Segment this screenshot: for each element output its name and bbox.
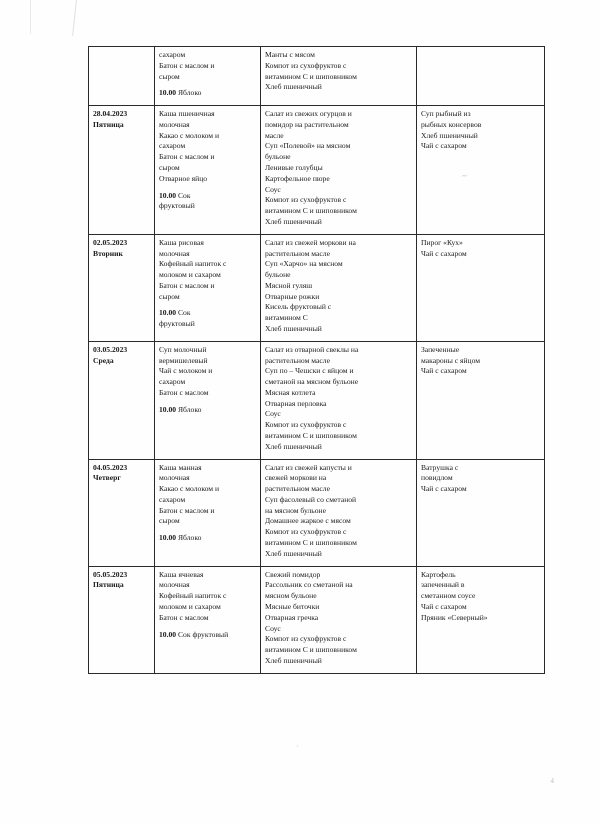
cell-lunch xyxy=(261,47,417,106)
menu-line: Хлеб пшеничный xyxy=(421,130,478,140)
table-row xyxy=(89,341,545,459)
table-row xyxy=(89,459,545,566)
menu-line: молочная xyxy=(159,473,190,483)
menu-line: растительном масле xyxy=(265,484,330,494)
menu-line: сахаром xyxy=(159,494,186,504)
cell-snack xyxy=(417,341,545,459)
menu-line: рыбных консервов xyxy=(421,119,482,129)
menu-line: свежей моркови на xyxy=(265,473,327,483)
cell-lunch xyxy=(261,341,417,459)
date-value: 02.05.2023 xyxy=(93,237,128,247)
weekday-value: Среда xyxy=(93,355,114,365)
table-row xyxy=(89,234,545,341)
menu-line: Чай с сахаром xyxy=(421,141,467,151)
menu-line: сыром xyxy=(159,291,180,301)
cell-breakfast xyxy=(155,234,261,341)
menu-line: Салат из свежей моркови на xyxy=(265,237,356,247)
menu-table xyxy=(88,46,545,674)
menu-line: сметанном соусе xyxy=(421,591,476,601)
menu-line: Салат из отварной свеклы на xyxy=(265,344,359,354)
menu-line: Картофель xyxy=(421,569,456,579)
snack-time: 10.00 xyxy=(159,308,177,318)
menu-line: мясном бульоне xyxy=(265,591,317,601)
menu-line: Пирог «Кух» xyxy=(421,237,463,247)
weekday-value: Пятница xyxy=(93,580,124,590)
cell-breakfast xyxy=(155,566,261,673)
ink-smudge-artifact: · xyxy=(296,742,299,751)
menu-line: Запеченные xyxy=(421,344,460,354)
date-value: 03.05.2023 xyxy=(93,344,128,354)
menu-line: бульоне xyxy=(265,152,291,162)
menu-line: Кисель фруктовый с xyxy=(265,302,332,312)
menu-line: Компот из сухофруктов с xyxy=(265,195,347,205)
menu-line: 10.00 Яблоко xyxy=(159,533,202,543)
cell-lunch xyxy=(261,106,417,235)
menu-line: сыром xyxy=(159,163,180,173)
menu-line: запеченный в xyxy=(421,580,465,590)
menu-line: сметаной на мясном бульоне xyxy=(265,377,359,387)
date-value: 04.05.2023 xyxy=(93,462,128,472)
menu-line: Домашнее жаркое с мясом xyxy=(265,516,351,526)
cell-snack xyxy=(417,106,545,235)
menu-line: Мясные биточки xyxy=(265,601,320,611)
cell-date xyxy=(89,47,155,106)
menu-line: повидлом xyxy=(421,473,453,483)
menu-line: Манты с мясом xyxy=(265,50,315,59)
menu-line: Компот из сухофруктов с xyxy=(265,420,347,430)
menu-line: Батон с маслом xyxy=(159,387,209,397)
snack-time: 10.00 xyxy=(159,533,177,543)
menu-line: Кофейный напиток с xyxy=(159,591,227,601)
menu-line: молочная xyxy=(159,119,190,129)
menu-line: Компот из сухофруктов с xyxy=(265,634,347,644)
cell-breakfast xyxy=(155,459,261,566)
menu-line: Пряник «Северный» xyxy=(421,612,488,622)
menu-line: фруктовый xyxy=(159,319,195,329)
menu-line: Батон с маслом и xyxy=(159,60,215,70)
menu-line: Картофельное пюре xyxy=(265,173,330,183)
menu-line: Хлеб пшеничный xyxy=(265,655,322,665)
page-number: 4 xyxy=(550,777,554,785)
snack-time: 10.00 xyxy=(159,629,177,639)
menu-line: Каша рисовая xyxy=(159,237,204,247)
menu-line: Чай с сахаром xyxy=(421,601,467,611)
cell-lunch xyxy=(261,234,417,341)
menu-line: Салат из свежей капусты и xyxy=(265,462,352,472)
cell-date xyxy=(89,459,155,566)
menu-line: витамином С и шиповником xyxy=(265,71,357,81)
menu-line: молоком и сахаром xyxy=(159,270,221,280)
menu-line: сахаром xyxy=(159,141,186,151)
menu-line: растительном масле xyxy=(265,355,330,365)
menu-table-container xyxy=(88,46,544,674)
menu-line: витамином С xyxy=(265,313,308,323)
menu-line: витамином С и шиповником xyxy=(265,645,357,655)
menu-line: Какао с молоком и xyxy=(159,484,220,494)
menu-line: 10.00 Сок фруктовый xyxy=(159,629,229,639)
table-row xyxy=(89,47,545,106)
menu-line: Суп «Полевой» на мясном xyxy=(265,141,351,151)
menu-line: молочная xyxy=(159,580,190,590)
menu-line: Компот из сухофруктов с xyxy=(265,527,347,537)
menu-line: Соус xyxy=(265,184,281,194)
menu-line: Мясной гуляш xyxy=(265,280,313,290)
cell-breakfast xyxy=(155,47,261,106)
menu-line: вермишелевый xyxy=(159,355,208,365)
date-value: 28.04.2023 xyxy=(93,109,128,119)
cell-snack xyxy=(417,234,545,341)
menu-line: 10.00 Яблоко xyxy=(159,404,202,414)
menu-line: 10.00 Яблоко xyxy=(159,88,202,98)
table-row xyxy=(89,106,545,235)
scan-fold-artifact xyxy=(24,0,77,36)
menu-line: витамином С и шиповником xyxy=(265,431,357,440)
menu-line: бульоне xyxy=(265,270,291,280)
menu-line: Салат из свежих огурцов и xyxy=(265,109,352,119)
cell-breakfast xyxy=(155,341,261,459)
cell-snack xyxy=(417,459,545,566)
menu-line: Соус xyxy=(265,409,281,419)
snack-time: 10.00 xyxy=(159,88,177,98)
weekday-value: Вторник xyxy=(93,248,123,258)
menu-line: макароны с яйцом xyxy=(421,355,481,365)
menu-line: Батон с маслом и xyxy=(159,505,215,515)
ink-squiggle-artifact: ~ xyxy=(461,170,468,181)
menu-line: помидор на растительном xyxy=(265,119,349,129)
menu-line: витамином С и шиповником xyxy=(265,206,357,216)
menu-line: масле xyxy=(265,130,284,140)
menu-line: на мясном бульоне xyxy=(265,505,326,515)
menu-line: Суп «Харчо» на мясном xyxy=(265,259,343,269)
menu-line: Хлеб пшеничный xyxy=(265,82,322,92)
menu-line: Суп фасолевый со сметаной xyxy=(265,494,357,504)
menu-line: Отварные рожки xyxy=(265,291,320,301)
cell-snack xyxy=(417,566,545,673)
menu-line: Чай с молоком и xyxy=(159,366,213,376)
menu-line: Хлеб пшеничный xyxy=(265,216,322,226)
menu-line: Соус xyxy=(265,623,281,633)
menu-line: сахаром xyxy=(159,377,186,387)
menu-line: растительном масле xyxy=(265,248,330,258)
table-row xyxy=(89,566,545,673)
menu-line: Отварная перловка xyxy=(265,398,327,408)
menu-line: фруктовый xyxy=(159,201,195,211)
cell-snack xyxy=(417,47,545,106)
menu-line: Ватрушка с xyxy=(421,462,459,472)
cell-lunch xyxy=(261,566,417,673)
snack-time: 10.00 xyxy=(159,190,177,200)
menu-line: Ленивые голубцы xyxy=(265,163,323,173)
menu-line: Каша пшеничная xyxy=(159,109,215,119)
menu-line: Отварное яйцо xyxy=(159,173,208,183)
menu-line: Батон с маслом и xyxy=(159,280,215,290)
weekday-value: Четверг xyxy=(93,473,121,483)
menu-line: Компот из сухофруктов с xyxy=(265,60,347,70)
cell-lunch xyxy=(261,459,417,566)
menu-line: Мясная котлета xyxy=(265,387,316,397)
menu-line: 10.00 Сок xyxy=(159,190,191,200)
menu-line: витамином С и шиповником xyxy=(265,538,357,548)
cell-date xyxy=(89,106,155,235)
menu-line: Хлеб пшеничный xyxy=(265,323,322,333)
menu-line: Хлеб пшеничный xyxy=(265,548,322,558)
cell-date xyxy=(89,566,155,673)
menu-line: Чай с сахаром xyxy=(421,484,467,494)
menu-line: Рассольник со сметаной на xyxy=(265,580,353,590)
weekday-value: Пятница xyxy=(93,119,124,129)
menu-line: Хлеб пшеничный xyxy=(265,441,322,451)
menu-line: Суп по – Чешски с яйцом и xyxy=(265,366,354,376)
cell-date xyxy=(89,341,155,459)
menu-line: Суп молочный xyxy=(159,344,207,354)
menu-line: Батон с маслом и xyxy=(159,152,215,162)
cell-breakfast xyxy=(155,106,261,235)
menu-line: молочная xyxy=(159,248,190,258)
menu-line: Батон с маслом xyxy=(159,612,209,622)
menu-line: Чай с сахаром xyxy=(421,366,467,376)
menu-line: Каша манная xyxy=(159,462,202,472)
menu-line: сахаром xyxy=(159,50,186,59)
date-value: 05.05.2023 xyxy=(93,569,128,579)
menu-line: Каша ячневая xyxy=(159,569,204,579)
menu-line: 10.00 Сок xyxy=(159,308,191,318)
menu-line: Отварная гречка xyxy=(265,612,319,622)
menu-line: молоком и сахаром xyxy=(159,601,221,611)
menu-line: сыром xyxy=(159,516,180,526)
menu-line: сыром xyxy=(159,71,180,81)
menu-line: Кофейный напиток с xyxy=(159,259,227,269)
scan-fold-line-artifact xyxy=(30,0,31,34)
cell-date xyxy=(89,234,155,341)
menu-line: Чай с сахаром xyxy=(421,248,467,258)
menu-line: Свежий помидор xyxy=(265,569,321,579)
snack-time: 10.00 xyxy=(159,404,177,414)
menu-line: Суп рыбный из xyxy=(421,109,471,119)
menu-line: Какао с молоком и xyxy=(159,130,220,140)
